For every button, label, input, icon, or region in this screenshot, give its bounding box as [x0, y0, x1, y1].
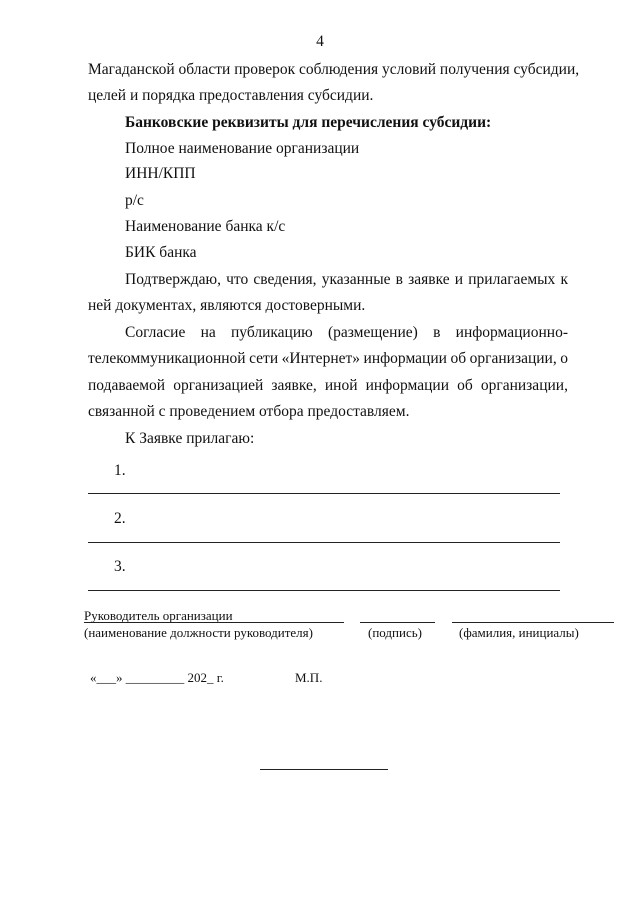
attachment-item-2-line	[88, 542, 560, 543]
bank-field-bik: БИК банка	[125, 244, 197, 261]
intro-line-1: Магаданской области проверок соблюдения условий получения субсидии,	[88, 61, 580, 78]
signature-position-caption: (наименование должности руководителя)	[84, 625, 313, 640]
attachments-heading: К Заявке прилагаю:	[125, 430, 255, 447]
confirm-line-2: ней документах, являются достоверными.	[88, 297, 366, 314]
word: сети	[249, 350, 279, 367]
word: к	[560, 271, 568, 288]
word: в	[395, 271, 403, 288]
word: заявке,	[271, 377, 317, 394]
bank-details-heading: Банковские реквизиты для перечисления субсидии:	[125, 114, 492, 131]
word: Подтверждаю,	[125, 271, 221, 288]
signature-name-caption: (фамилия, инициалы)	[459, 625, 579, 640]
word: публикацию	[231, 324, 313, 341]
bank-field-org-name: Полное наименование организации	[125, 140, 360, 157]
consent-line-2	[88, 349, 568, 369]
bank-field-bank-name: Наименование банка к/с	[125, 218, 286, 235]
word: и	[454, 271, 464, 288]
signature-name-line	[452, 622, 614, 623]
signature-position-value: Руководитель организации	[84, 608, 233, 623]
word: организации,	[480, 377, 568, 394]
word: заявке	[408, 271, 450, 288]
signature-position-line	[84, 622, 344, 623]
word: в	[433, 324, 441, 341]
word: подаваемой	[88, 377, 166, 394]
attachment-item-1-number: 1.	[114, 462, 126, 479]
word: телекоммуникационной	[88, 350, 246, 367]
attachment-item-3-number: 3.	[114, 558, 126, 575]
word: организацией	[173, 377, 264, 394]
word: информационно-	[455, 324, 568, 341]
word: (размещение)	[327, 324, 418, 341]
stamp-placeholder: М.П.	[295, 670, 323, 685]
bank-field-account: р/с	[125, 192, 144, 209]
attachment-item-1-line	[88, 493, 560, 494]
word: на	[200, 324, 216, 341]
word: об	[450, 350, 467, 367]
word: «Интернет»	[281, 350, 361, 367]
word: указанные	[321, 271, 391, 288]
word: иной	[324, 377, 358, 394]
word: Согласие	[125, 324, 186, 341]
word: информации	[363, 350, 447, 367]
document-end-line	[260, 769, 388, 770]
date-line: «___» _________ 202_ г.	[90, 670, 224, 685]
consent-line-4: связанной с проведением отбора предоставляем.	[88, 403, 410, 420]
consent-line-3	[88, 376, 568, 396]
word: информации	[365, 377, 449, 394]
intro-line-2: целей и порядка предоставления субсидии.	[88, 87, 374, 104]
signature-sign-line	[360, 622, 435, 623]
confirm-line-1	[125, 270, 568, 290]
word: прилагаемых	[468, 271, 556, 288]
signature-sign-caption: (подпись)	[368, 625, 422, 640]
bank-field-inn-kpp: ИНН/КПП	[125, 165, 196, 182]
word: об	[457, 377, 473, 394]
page-number: 4	[316, 33, 324, 50]
word: о	[560, 350, 568, 367]
consent-line-1	[125, 323, 568, 343]
word: организации,	[469, 350, 557, 367]
attachment-item-2-number: 2.	[114, 510, 126, 527]
attachment-item-3-line	[88, 590, 560, 591]
word: что	[226, 271, 249, 288]
word: сведения,	[253, 271, 317, 288]
